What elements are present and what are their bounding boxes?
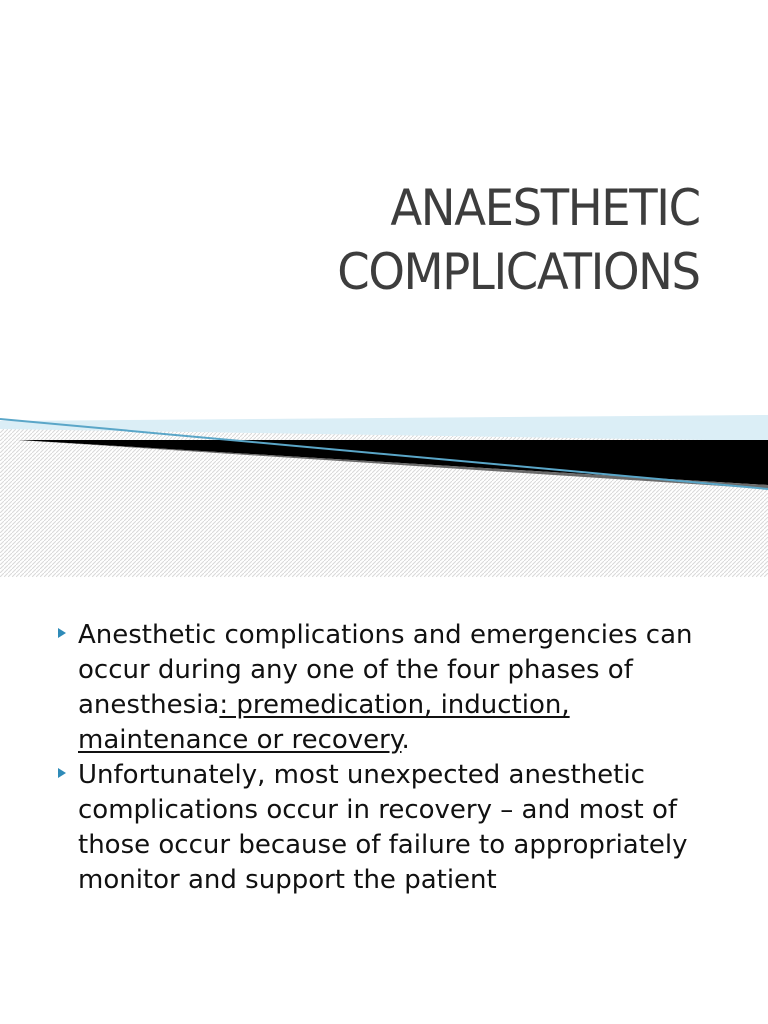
bullet-2-text: Unfortunately, most unexpected anesthetic complications occur in recovery – and most of those occur because of failure to appropriately monitor and support the patient <box>78 760 688 895</box>
triangle-bullet-icon <box>58 628 66 638</box>
bullet-item-2 <box>56 758 746 898</box>
slide-title-line-1: ANAESTHETIC <box>390 179 700 237</box>
bullet-item-1 <box>56 618 746 758</box>
slide-title-line-2: COMPLICATIONS <box>337 243 700 301</box>
bullet-1-period: . <box>401 725 410 755</box>
bullet-1-text: Anesthetic complications and emergencies can occur during any one of the four phases of anesthesia <box>78 620 693 720</box>
triangle-bullet-icon <box>58 768 66 778</box>
slide-title <box>338 176 700 304</box>
bullet-1-underlined-phases: : premedication, induction, maintenance or recovery <box>78 690 570 755</box>
bullet-list <box>56 618 746 898</box>
decorative-band <box>0 405 768 577</box>
